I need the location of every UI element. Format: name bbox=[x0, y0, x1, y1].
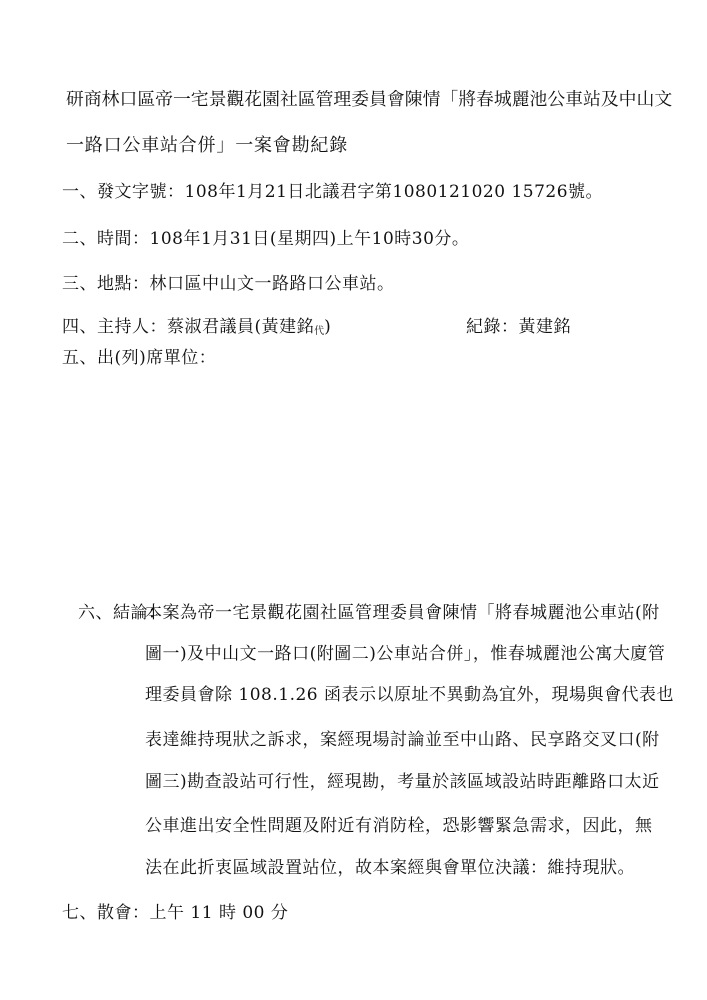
attendees-heading: 五、出(列)席單位： bbox=[62, 348, 217, 368]
conclusion-line-4: 表達維持現狀之訴求，案經現場討論並至中山路、民享路交叉口(附 bbox=[145, 730, 660, 750]
host-suffix: ) bbox=[324, 317, 332, 337]
recorder: 紀錄：黃建銘 bbox=[466, 317, 571, 337]
meeting-time: 二、時間：108年1月31日(星期四)上午10時30分。 bbox=[62, 229, 470, 249]
meeting-place: 三、地點：林口區中山文一路路口公車站。 bbox=[62, 274, 395, 294]
host-proxy-mark: 代 bbox=[314, 326, 325, 337]
conclusion-line-7: 法在此折衷區域設置站位，故本案經與會單位決議：維持現狀。 bbox=[145, 858, 635, 878]
title-line-1: 研商林口區帝一宅景觀花園社區管理委員會陳情「將春城麗池公車站及中山文 bbox=[66, 89, 673, 110]
document-number: 一、發文字號：108年1月21日北議君字第1080121020 15726號。 bbox=[62, 182, 604, 202]
host bbox=[62, 316, 331, 343]
conclusion-line-3: 理委員會除 108.1.26 函表示以原址不異動為宜外，現場與會代表也 bbox=[145, 685, 675, 705]
conclusion-label: 六、結論： bbox=[78, 603, 166, 623]
conclusion-line-1: 本案為帝一宅景觀花園社區管理委員會陳情「將春城麗池公車站(附 bbox=[145, 603, 660, 623]
host-prefix: 四、主持人：蔡淑君議員(黃建銘 bbox=[62, 317, 315, 337]
conclusion-line-6: 公車進出安全性問題及附近有消防栓，恐影響緊急需求，因此，無 bbox=[145, 816, 653, 836]
conclusion-line-5: 圖三)勘查設站可行性，經現勘，考量於該區域設站時距離路口太近 bbox=[145, 772, 660, 792]
title-line-2: 一路口公車站合併」一案會勘紀錄 bbox=[66, 135, 348, 156]
adjournment: 七、散會：上午 11 時 00 分 bbox=[62, 903, 289, 923]
conclusion-line-2: 圖一)及中山文一路口(附圖二)公車站合併」，惟春城麗池公寓大廈管 bbox=[145, 644, 666, 664]
